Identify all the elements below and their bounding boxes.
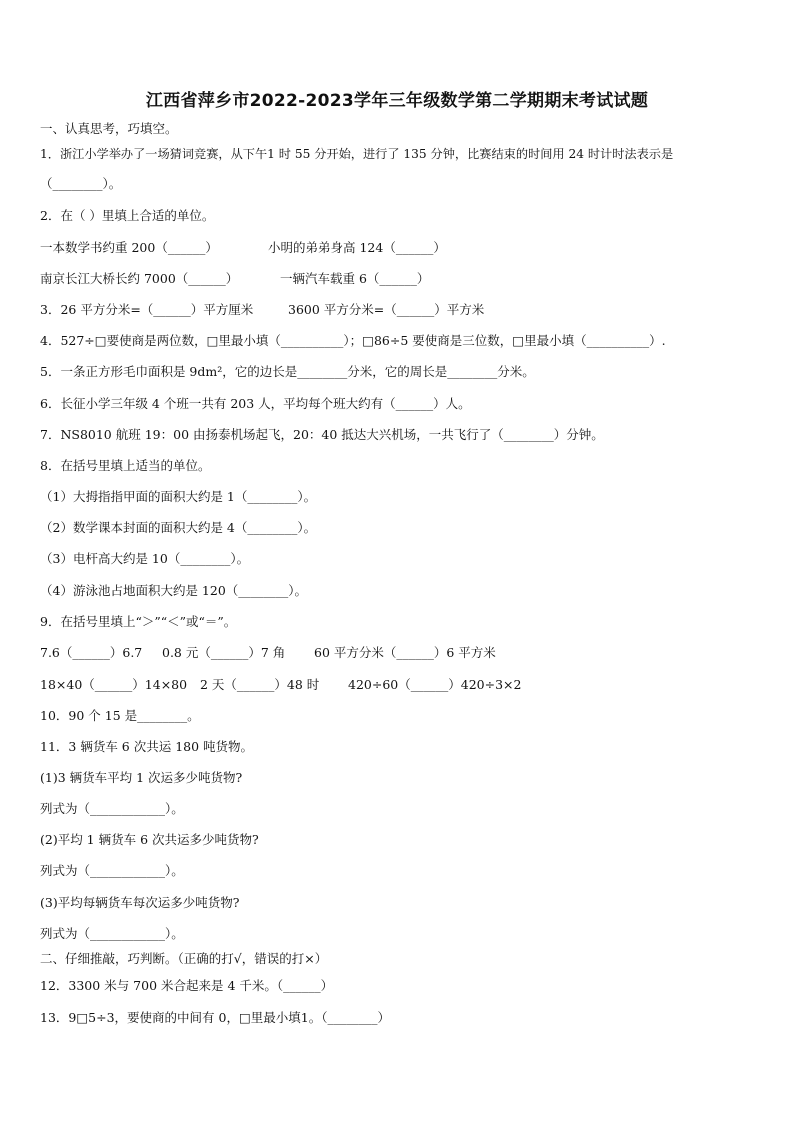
question-13: 13．9□5÷3，要使商的中间有 0，□里最小填1。（________） (40, 1010, 390, 1025)
section-2-heading: 二、仔细推敲，巧判断。（正确的打√，错误的打×） (40, 951, 328, 966)
question-2-item-1: 一本数学书约重 200（______） (40, 240, 218, 255)
question-10: 10．90 个 15 是________。 (40, 708, 200, 723)
question-7: 7．NS8010 航班 19：00 由扬泰机场起飞，20：40 抵达大兴机场，一共飞行了（________）分钟。 (40, 427, 604, 442)
question-11-part-2: (2)平均 1 辆货车 6 次共运多少吨货物? (40, 832, 259, 847)
question-11-part-3: (3)平均每辆货车每次运多少吨货物? (40, 895, 240, 910)
question-2-item-3: 南京长江大桥长约 7000（______） (40, 271, 239, 286)
question-9: 9．在括号里填上“＞”“＜”或“＝”。 (40, 614, 237, 629)
question-5: 5．一条正方形毛巾面积是 9dm²，它的边长是________分米，它的周长是________分米。 (40, 364, 535, 379)
question-9-item-1: 7.6（______）6.7 (40, 645, 143, 660)
question-11-part-1-answer: 列式为（____________）。 (40, 801, 184, 816)
question-3-part-1: 3．26 平方分米=（______）平方厘米 (40, 302, 254, 317)
question-11: 11．3 辆货车 6 次共运 180 吨货物。 (40, 739, 254, 754)
question-4: 4．527÷□要使商是两位数，□里最小填（__________）；□86÷5 要使商是三位数，□里最小填（__________）. (40, 333, 666, 348)
question-8: 8．在括号里填上适当的单位。 (40, 458, 211, 473)
question-1: 1．浙江小学举办了一场猜词竞赛，从下午1 时 55 分开始，进行了 135 分钟，比赛结束的时间用 24 时计时法表示是 (40, 147, 674, 161)
question-8-item-3: （3）电杆高大约是 10（________）。 (40, 551, 250, 566)
question-2: 2．在（ ）里填上合适的单位。 (40, 208, 215, 223)
question-12: 12．3300 米与 700 米合起来是 4 千米。（______） (40, 978, 334, 993)
page-title: 江西省萍乡市2022-2023学年三年级数学第二学期期末考试试题 (145, 91, 649, 111)
section-1-heading: 一、认真思考，巧填空。 (40, 121, 178, 136)
question-1-answer: （________）。 (40, 176, 122, 191)
question-9-item-3: 60 平方分米（______）6 平方米 (314, 645, 496, 660)
question-2-item-4: 一辆汽车载重 6（______） (280, 271, 430, 286)
question-9-item-2: 0.8 元（______）7 角 (162, 645, 286, 660)
question-8-item-2: （2）数学课本封面的面积大约是 4（________）。 (40, 520, 317, 535)
question-9-item-4: 18×40（______）14×80 (40, 677, 188, 692)
question-2-item-2: 小明的弟弟身高 124（______） (268, 240, 446, 255)
question-6: 6．长征小学三年级 4 个班一共有 203 人，平均每个班大约有（______）人。 (40, 396, 471, 411)
question-11-part-1: (1)3 辆货车平均 1 次运多少吨货物? (40, 770, 243, 785)
question-8-item-1: （1）大拇指指甲面的面积大约是 1（________）。 (40, 489, 317, 504)
question-9-item-6: 420÷60（______）420÷3×2 (348, 677, 522, 692)
question-8-item-4: （4）游泳池占地面积大约是 120（________）。 (40, 583, 308, 598)
question-3-part-2: 3600 平方分米=（______）平方米 (288, 302, 485, 317)
question-11-part-3-answer: 列式为（____________）。 (40, 926, 184, 941)
question-9-item-5: 2 天（______）48 时 (200, 677, 320, 692)
question-11-part-2-answer: 列式为（____________）。 (40, 863, 184, 878)
